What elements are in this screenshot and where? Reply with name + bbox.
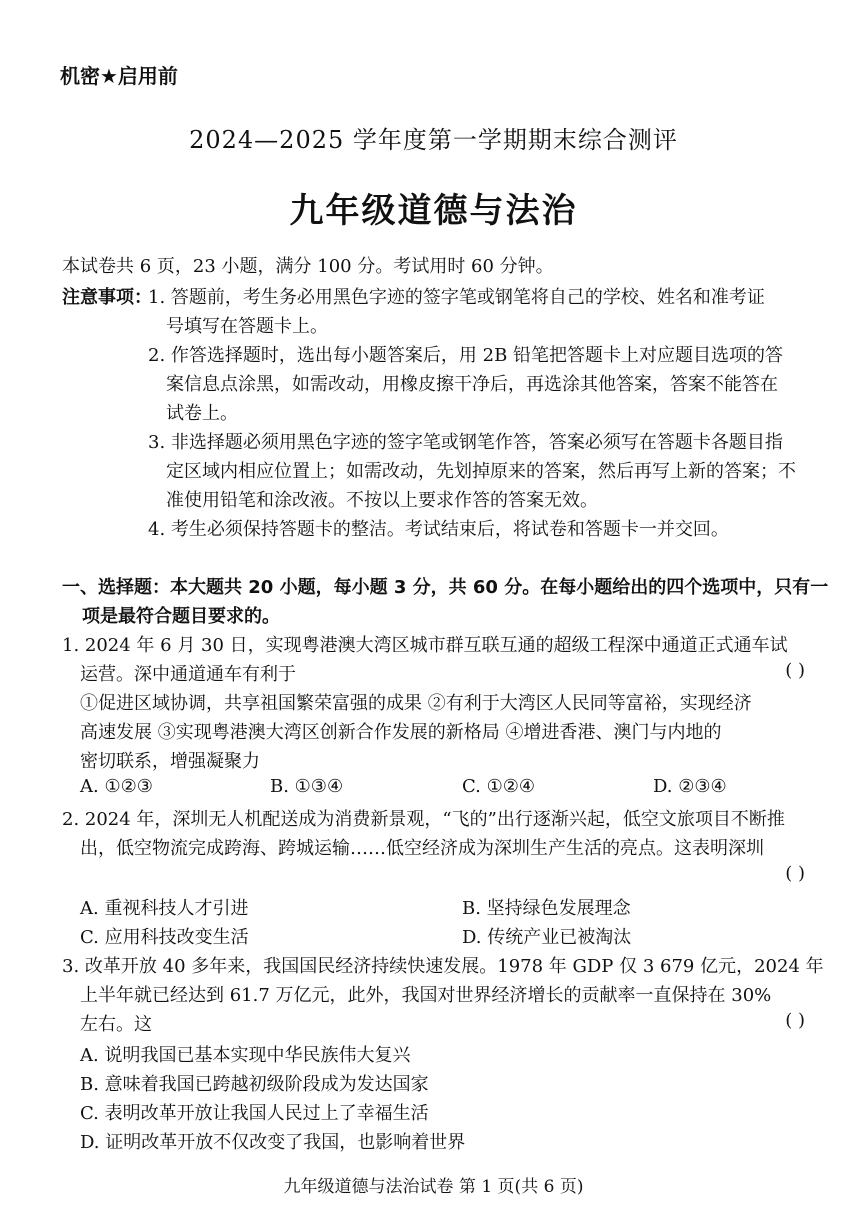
q3-line-3: 左右。这	[80, 1014, 152, 1035]
q2-answer-paren: ( )	[785, 863, 805, 884]
q1-option-d: D. ②③④	[653, 776, 727, 797]
q1-line-5: 密切联系，增强凝聚力	[80, 751, 260, 772]
q3-line-1: 3. 改革开放 40 多年来，我国国民经济持续快速发展。1978 年 GDP 仅 3 679 亿元，2024 年	[62, 956, 824, 977]
note-3b: 定区域内相应位置上；如需改动，先划掉原来的答案，然后再写上新的答案；不	[166, 461, 796, 482]
q3-answer-paren: ( )	[785, 1010, 805, 1031]
page-footer: 九年级道德与法治试卷 第 1 页(共 6 页)	[283, 1177, 584, 1197]
q3-option-c: C. 表明改革开放让我国人民过上了幸福生活	[80, 1103, 429, 1124]
q3-line-2: 上半年就已经达到 61.7 万亿元，此外，我国对世界经济增长的贡献率一直保持在 30%	[80, 985, 772, 1006]
q3-option-b: B. 意味着我国已跨越初级阶段成为发达国家	[80, 1074, 429, 1095]
section-heading-cont: 项是最符合题目要求的。	[82, 606, 280, 627]
section-heading: 一、选择题：本大题共 20 小题，每小题 3 分，共 60 分。在每小题给出的四个选项中，只有一	[62, 577, 829, 598]
q2-option-a: A. 重视科技人才引进	[80, 898, 249, 919]
notes-label: 注意事项：	[62, 287, 152, 308]
secret-mark: 机密★启用前	[60, 64, 178, 88]
q3-option-a: A. 说明我国已基本实现中华民族伟大复兴	[80, 1045, 411, 1066]
note-4: 4. 考生必须保持答题卡的整洁。考试结束后，将试卷和答题卡一并交回。	[148, 519, 729, 540]
q2-line-1: 2. 2024 年，深圳无人机配送成为消费新景观，“飞的”出行逐渐兴起，低空文旅项目不断推	[62, 809, 785, 830]
q2-line-2: 出，低空物流完成跨海、跨城运输……低空经济成为深圳生产生活的亮点。这表明深圳	[80, 838, 764, 859]
q2-option-d: D. 传统产业已被淘汰	[462, 927, 632, 948]
q1-option-c: C. ①②④	[462, 776, 535, 797]
q1-line-3: ①促进区域协调，共享祖国繁荣富强的成果 ②有利于大湾区人民同等富裕，实现经济	[80, 693, 752, 714]
q1-option-a: A. ①②③	[80, 776, 153, 797]
subject-title: 九年级道德与法治	[289, 191, 578, 231]
note-1a: 1. 答题前，考生务必用黑色字迹的签字笔或钢笔将自己的学校、姓名和准考证	[148, 287, 765, 308]
note-2b: 案信息点涂黑，如需改动，用橡皮擦干净后，再选涂其他答案，答案不能答在	[166, 374, 778, 395]
q1-answer-paren: ( )	[785, 660, 805, 681]
note-3c: 准使用铅笔和涂改液。不按以上要求作答的答案无效。	[166, 490, 598, 511]
note-2a: 2. 作答选择题时，选出每小题答案后，用 2B 铅笔把答题卡上对应题目选项的答	[148, 345, 784, 366]
intro-text: 本试卷共 6 页，23 小题，满分 100 分。考试用时 60 分钟。	[62, 256, 554, 277]
note-1b: 号填写在答题卡上。	[166, 316, 328, 337]
exam-title: 2024—2025 学年度第一学期期末综合测评	[189, 126, 678, 154]
q1-line-4: 高速发展 ③实现粤港澳大湾区创新合作发展的新格局 ④增进香港、澳门与内地的	[80, 722, 722, 743]
q2-option-c: C. 应用科技改变生活	[80, 927, 249, 948]
q1-line-1: 1. 2024 年 6 月 30 日，实现粤港澳大湾区城市群互联互通的超级工程深中通道正式通车试	[62, 635, 788, 656]
q3-option-d: D. 证明改革开放不仅改变了我国，也影响着世界	[80, 1132, 466, 1153]
note-2c: 试卷上。	[166, 403, 238, 424]
q1-option-b: B. ①③④	[270, 776, 344, 797]
q1-line-2: 运营。深中通道通车有利于	[80, 664, 296, 685]
q2-option-b: B. 坚持绿色发展理念	[462, 898, 631, 919]
note-3a: 3. 非选择题必须用黑色字迹的签字笔或钢笔作答，答案必须写在答题卡各题目指	[148, 432, 783, 453]
